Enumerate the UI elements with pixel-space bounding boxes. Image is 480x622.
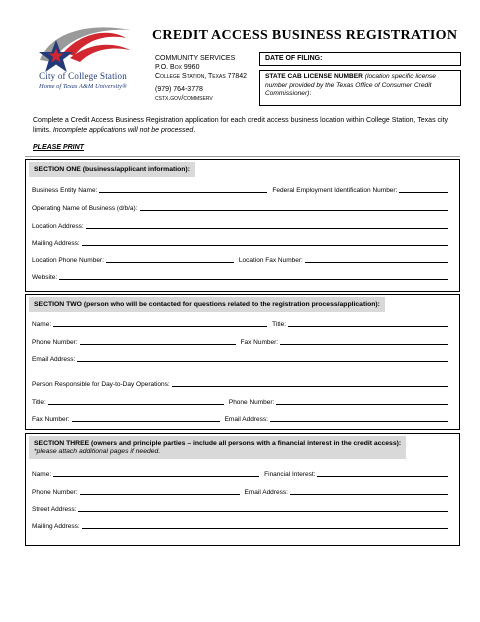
- section-two: [25, 294, 460, 430]
- responsible-title-input[interactable]: [48, 404, 224, 405]
- license-label: STATE CAB LICENSE NUMBER: [265, 73, 363, 80]
- mailing-address-input[interactable]: [82, 245, 448, 246]
- contact-name-input[interactable]: [53, 326, 267, 327]
- location-fax-input[interactable]: [305, 262, 448, 263]
- responsible-input[interactable]: [172, 386, 448, 387]
- license-note: (location specific license number provided by the Texas Office of Consumer Credit Commissioner): [265, 73, 436, 98]
- section-one-heading: SECTION ONE (business/applicant information):: [29, 162, 195, 177]
- contact-phone-input[interactable]: [80, 344, 236, 345]
- owner-name-input[interactable]: [53, 476, 259, 477]
- website-input[interactable]: [59, 279, 448, 280]
- row-location-address: Location Address:: [32, 221, 453, 230]
- row-responsible: Person Responsible for Day-to-Day Operations:: [32, 379, 453, 388]
- row-owner-name: Name: Financial Interest:: [32, 469, 453, 478]
- office-url[interactable]: cstx.gov/commserv: [155, 95, 213, 102]
- row-owner-phone: Phone Number: Email Address:: [32, 487, 453, 496]
- owner-mailing-input[interactable]: [82, 528, 448, 529]
- street-address-input[interactable]: [78, 511, 448, 512]
- owner-phone-input[interactable]: [80, 494, 240, 495]
- section-three-subheading: *please attach additional pages if needed.: [34, 448, 161, 455]
- divider: [25, 156, 460, 157]
- row-contact-email: Email Address:: [32, 354, 453, 363]
- intro-text: Complete a Credit Access Business Registration application for each credit access business location within College Station, Texas city limits. Incomplete applications will not be processed.: [33, 117, 449, 134]
- office-phone: (979) 764-3778: [155, 86, 203, 93]
- business-entity-input[interactable]: [99, 192, 267, 193]
- office-address: [155, 54, 247, 103]
- dept-name: COMMUNITY SERVICES: [155, 55, 236, 62]
- date-of-filing-label: DATE OF FILING:: [265, 55, 323, 62]
- section-three-heading: SECTION THREE (owners and principle parties – include all persons with a financial interest in the credit access): *please attach additional pages if needed.: [29, 436, 406, 459]
- po-box: P.O. Box 9960: [155, 64, 200, 71]
- license-number-field[interactable]: STATE CAB LICENSE NUMBER (location specific license number provided by the Texas Office of Consumer Credit Commissioner):: [259, 70, 461, 106]
- row-responsible-title: Title: Phone Number:: [32, 397, 453, 406]
- row-dba: Operating Name of Business (d/b/a):: [32, 203, 453, 212]
- row-contact-phone: Phone Number: Fax Number:: [32, 337, 453, 346]
- location-address-input[interactable]: [86, 228, 448, 229]
- row-owner-mailing: Mailing Address:: [32, 521, 453, 530]
- page-title: CREDIT ACCESS BUSINESS REGISTRATION: [152, 28, 458, 43]
- contact-title-input[interactable]: [288, 326, 448, 327]
- row-responsible-fax: Fax Number: Email Address:: [32, 414, 453, 423]
- please-print: PLEASE PRINT: [33, 144, 84, 151]
- city-logo: [30, 22, 134, 74]
- fein-input[interactable]: [399, 192, 448, 193]
- row-contact-name: Name: Title:: [32, 319, 453, 328]
- contact-email-input[interactable]: [77, 361, 448, 362]
- city-state-zip: College Station, Texas 77842: [155, 73, 248, 80]
- location-phone-input[interactable]: [106, 262, 234, 263]
- row-location-phone: Location Phone Number: Location Fax Number:: [32, 255, 453, 264]
- section-one: [25, 159, 460, 292]
- row-business-entity: Business Entity Name: Federal Employment Identification Number:: [32, 185, 453, 194]
- responsible-email-input[interactable]: [270, 421, 448, 422]
- city-name: City of College Station: [39, 71, 127, 81]
- date-of-filing-field[interactable]: [259, 52, 461, 66]
- row-website: Website:: [32, 272, 453, 281]
- row-mailing-address: Mailing Address:: [32, 238, 453, 247]
- responsible-phone-input[interactable]: [276, 404, 448, 405]
- contact-fax-input[interactable]: [280, 344, 448, 345]
- section-three: [25, 433, 460, 546]
- section-two-heading: SECTION TWO (person who will be contacted for questions related to the registration process/application):: [29, 297, 385, 312]
- financial-interest-input[interactable]: [317, 476, 448, 477]
- city-tagline: Home of Texas A&M University®: [39, 83, 127, 90]
- responsible-fax-input[interactable]: [72, 421, 220, 422]
- row-street-address: Street Address:: [32, 504, 453, 513]
- dba-input[interactable]: [140, 210, 449, 211]
- owner-email-input[interactable]: [290, 494, 448, 495]
